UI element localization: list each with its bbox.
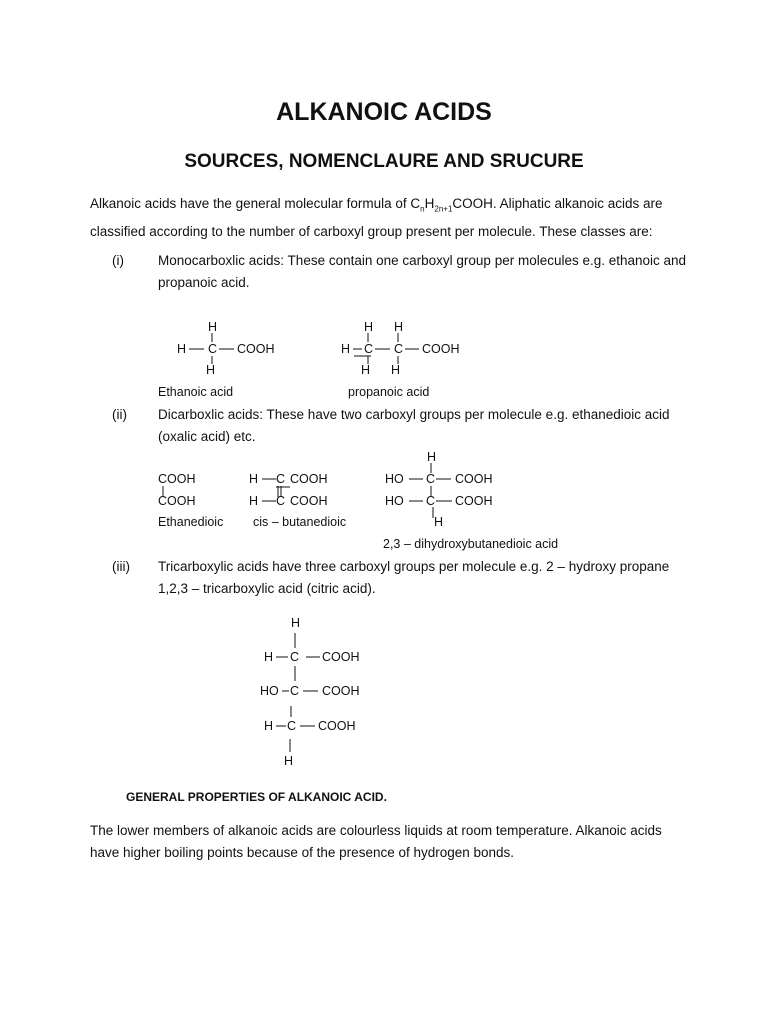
ethanoic-cooh: COOH bbox=[237, 342, 275, 356]
citric-h-top: H bbox=[291, 616, 301, 630]
propanoic-h-top-2: H bbox=[394, 320, 404, 334]
item-number-ii: (ii) bbox=[112, 407, 127, 422]
ethanoic-h-top: H bbox=[208, 320, 218, 334]
item-number-i: (i) bbox=[112, 253, 124, 268]
propanoic-h-bottom-2: H bbox=[391, 363, 401, 377]
dihydroxy-ho-bottom: HO bbox=[385, 494, 404, 508]
dihydroxy-label: 2,3 – dihydroxybutanedioic acid bbox=[383, 537, 559, 551]
item-text-monocarboxylic: Monocarboxlic acids: These contain one carboxyl group per molecules e.g. ethanoic and propanoic acid. bbox=[158, 253, 687, 290]
propanoic-h-left: H bbox=[341, 342, 351, 356]
dihydroxy-h-bottom: H bbox=[434, 515, 444, 529]
intro-paragraph: Alkanoic acids have the general molecular formula of $C_nH_{2n+1}COOH$. Aliphatic alkanoic acids are classified according to the number of carboxyl group present per molecule. These classes are: bbox=[90, 196, 663, 239]
item-text-tricarboxylic: Tricarboxylic acids have three carboxyl groups per molecule e.g. 2 – hydroxy propane 1,2,3 – tricarboxylic acid (citric acid). bbox=[158, 559, 670, 596]
citric-carbon-1: C bbox=[290, 650, 300, 664]
dihydroxy-cooh-top: COOH bbox=[455, 472, 493, 486]
citric-carbon-3: C bbox=[287, 719, 297, 733]
citric-carbon-2: C bbox=[290, 684, 300, 698]
dihydroxy-carbon-top: C bbox=[426, 472, 436, 486]
ethanedioic-label: Ethanedioic bbox=[158, 515, 224, 529]
butanedioic-h-bottom: H bbox=[249, 494, 259, 508]
ethanoic-acid-label: Ethanoic acid bbox=[158, 385, 234, 399]
butanedioic-cooh-top: COOH bbox=[290, 472, 328, 486]
butanedioic-cooh-bottom: COOH bbox=[290, 494, 328, 508]
butanedioic-carbon-bottom: C bbox=[276, 494, 286, 508]
properties-paragraph: The lower members of alkanoic acids are colourless liquids at room temperature. Alkanoic acids have higher boiling points because of the presence of hydrogen bonds. bbox=[90, 823, 662, 860]
propanoic-h-bottom-1: H bbox=[361, 363, 371, 377]
dihydroxy-ho-top: HO bbox=[385, 472, 404, 486]
document-subtitle: SOURCES, NOMENCLAURE AND SRUCURE bbox=[184, 151, 584, 172]
dihydroxy-cooh-bottom: COOH bbox=[455, 494, 493, 508]
propanoic-carbon-1: C bbox=[364, 342, 374, 356]
ethanoic-h-left: H bbox=[177, 342, 187, 356]
citric-cooh-3: COOH bbox=[318, 719, 356, 733]
dihydroxy-carbon-bottom: C bbox=[426, 494, 436, 508]
document-title: ALKANOIC ACIDS bbox=[276, 98, 492, 126]
citric-h-bottom: H bbox=[284, 754, 294, 768]
propanoic-carbon-2: C bbox=[394, 342, 404, 356]
butanedioic-label: cis – butanedioic bbox=[253, 515, 347, 529]
dihydroxy-h-top: H bbox=[427, 450, 437, 464]
ethanedioic-cooh-top: COOH bbox=[158, 472, 196, 486]
citric-ho: HO bbox=[260, 684, 279, 698]
item-number-iii: (iii) bbox=[112, 559, 130, 574]
butanedioic-carbon-top: C bbox=[276, 472, 286, 486]
citric-h-row1: H bbox=[264, 650, 274, 664]
ethanoic-carbon: C bbox=[208, 342, 218, 356]
properties-heading: GENERAL PROPERTIES OF ALKANOIC ACID. bbox=[126, 790, 387, 804]
butanedioic-h-top: H bbox=[249, 472, 259, 486]
ethanedioic-cooh-bottom: COOH bbox=[158, 494, 196, 508]
citric-cooh-1: COOH bbox=[322, 650, 360, 664]
propanoic-cooh: COOH bbox=[422, 342, 460, 356]
ethanoic-h-bottom: H bbox=[206, 363, 216, 377]
citric-cooh-2: COOH bbox=[322, 684, 360, 698]
citric-h-row3: H bbox=[264, 719, 274, 733]
propanoic-acid-label: propanoic acid bbox=[348, 385, 430, 399]
item-text-dicarboxylic: Dicarboxlic acids: These have two carboxyl groups per molecule e.g. ethanedioic acid (oxalic acid) etc. bbox=[158, 407, 670, 444]
propanoic-h-top-1: H bbox=[364, 320, 374, 334]
